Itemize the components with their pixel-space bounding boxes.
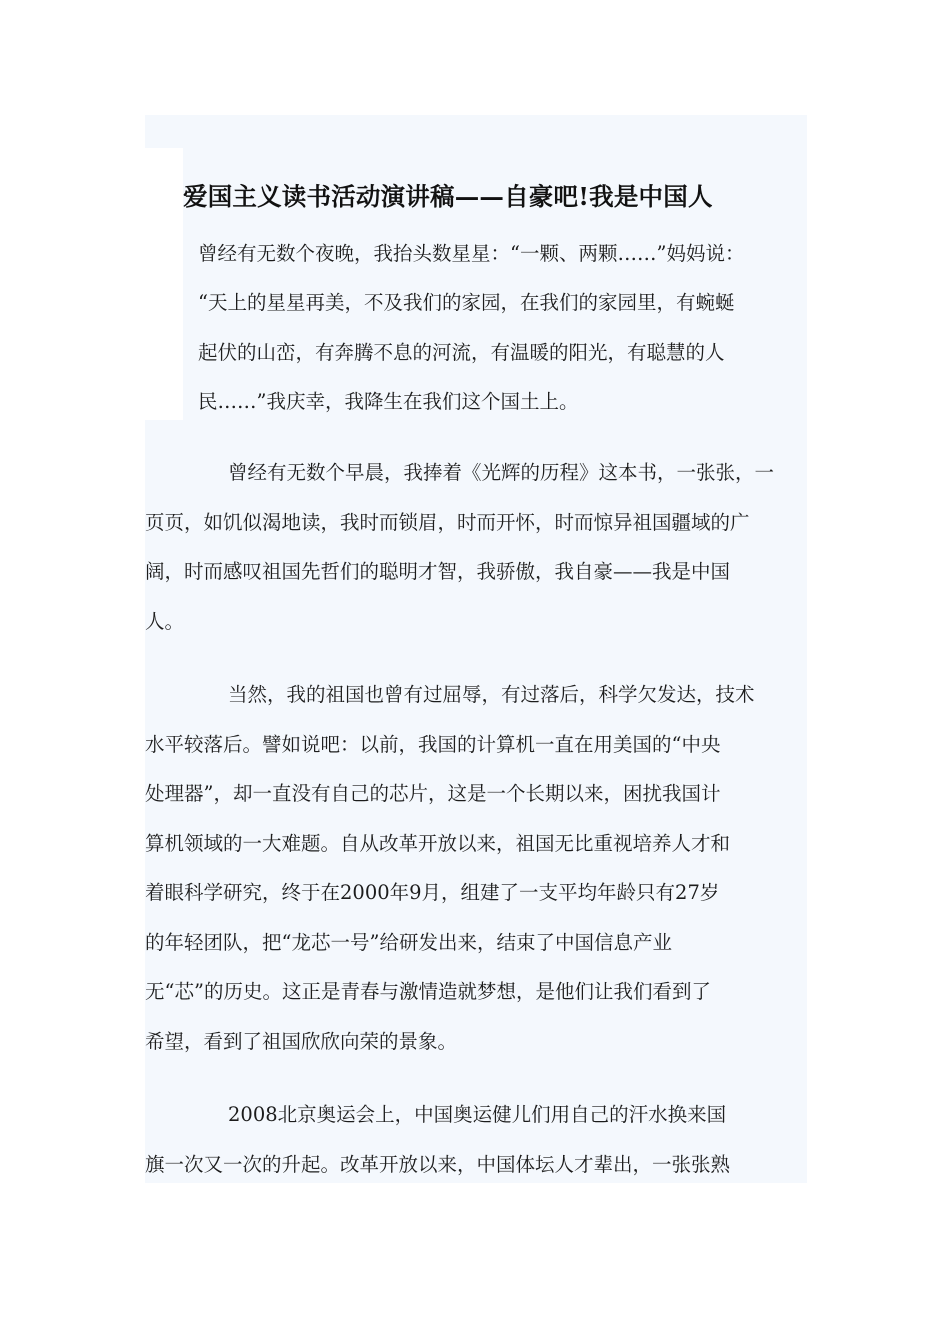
paragraph-3-line-4: 算机领域的一大难题。自从改革开放以来，祖国无比重视培养人才和 [145,832,731,855]
paragraph-2-line-4: 人。 [145,610,185,633]
paragraph-1-line-2: “天上的星星再美，不及我们的家园，在我们的家园里，有蜿蜒 [198,291,735,314]
paragraph-2-line-3: 阔，时而感叹祖国先哲们的聪明才智，我骄傲，我自豪——我是中国 [145,560,731,583]
paragraph-2-line-1: 曾经有无数个早晨，我捧着《光辉的历程》这本书，一张张，一 [228,461,775,484]
paragraph-2-line-2: 页页，如饥似渴地读，我时而锁眉，时而开怀，时而惊异祖国疆域的广 [145,511,750,534]
paragraph-3-line-3: 处理器”，却一直没有自己的芯片，这是一个长期以来，困扰我国计 [145,782,721,805]
paragraph-4-line-2: 旗一次又一次的升起。改革开放以来，中国体坛人才辈出，一张张熟 [145,1153,731,1176]
document-title: 爱国主义读书活动演讲稿——自豪吧!我是中国人 [183,182,713,211]
paragraph-3-line-8: 希望，看到了祖国欣欣向荣的景象。 [145,1030,458,1053]
paragraph-3-line-7: 无“芯”的历史。这正是青春与激情造就梦想，是他们让我们看到了 [145,980,711,1003]
paragraph-3-line-2: 水平较落后。譬如说吧：以前，我国的计算机一直在用美国的“中央 [145,733,721,756]
paragraph-4-line-1: 2008北京奥运会上，中国奥运健儿们用自己的汗水换来国 [228,1103,727,1126]
paragraph-3-line-6: 的年轻团队，把“龙芯一号”给研发出来，结束了中国信息产业 [145,931,672,954]
paragraph-1-line-4: 民……”我庆幸，我降生在我们这个国土上。 [198,390,579,413]
page-notch [145,148,183,420]
page-highlight [145,115,807,1183]
paragraph-1-line-3: 起伏的山峦，有奔腾不息的河流，有温暖的阳光，有聪慧的人 [198,341,725,364]
paragraph-1-line-1: 曾经有无数个夜晚，我抬头数星星：“一颗、两颗……”妈妈说： [198,242,745,265]
paragraph-3-line-1: 当然，我的祖国也曾有过屈辱，有过落后，科学欠发达，技术 [228,683,755,706]
paragraph-3-line-5: 着眼科学研究，终于在2000年9月，组建了一支平均年龄只有27岁 [145,881,720,904]
